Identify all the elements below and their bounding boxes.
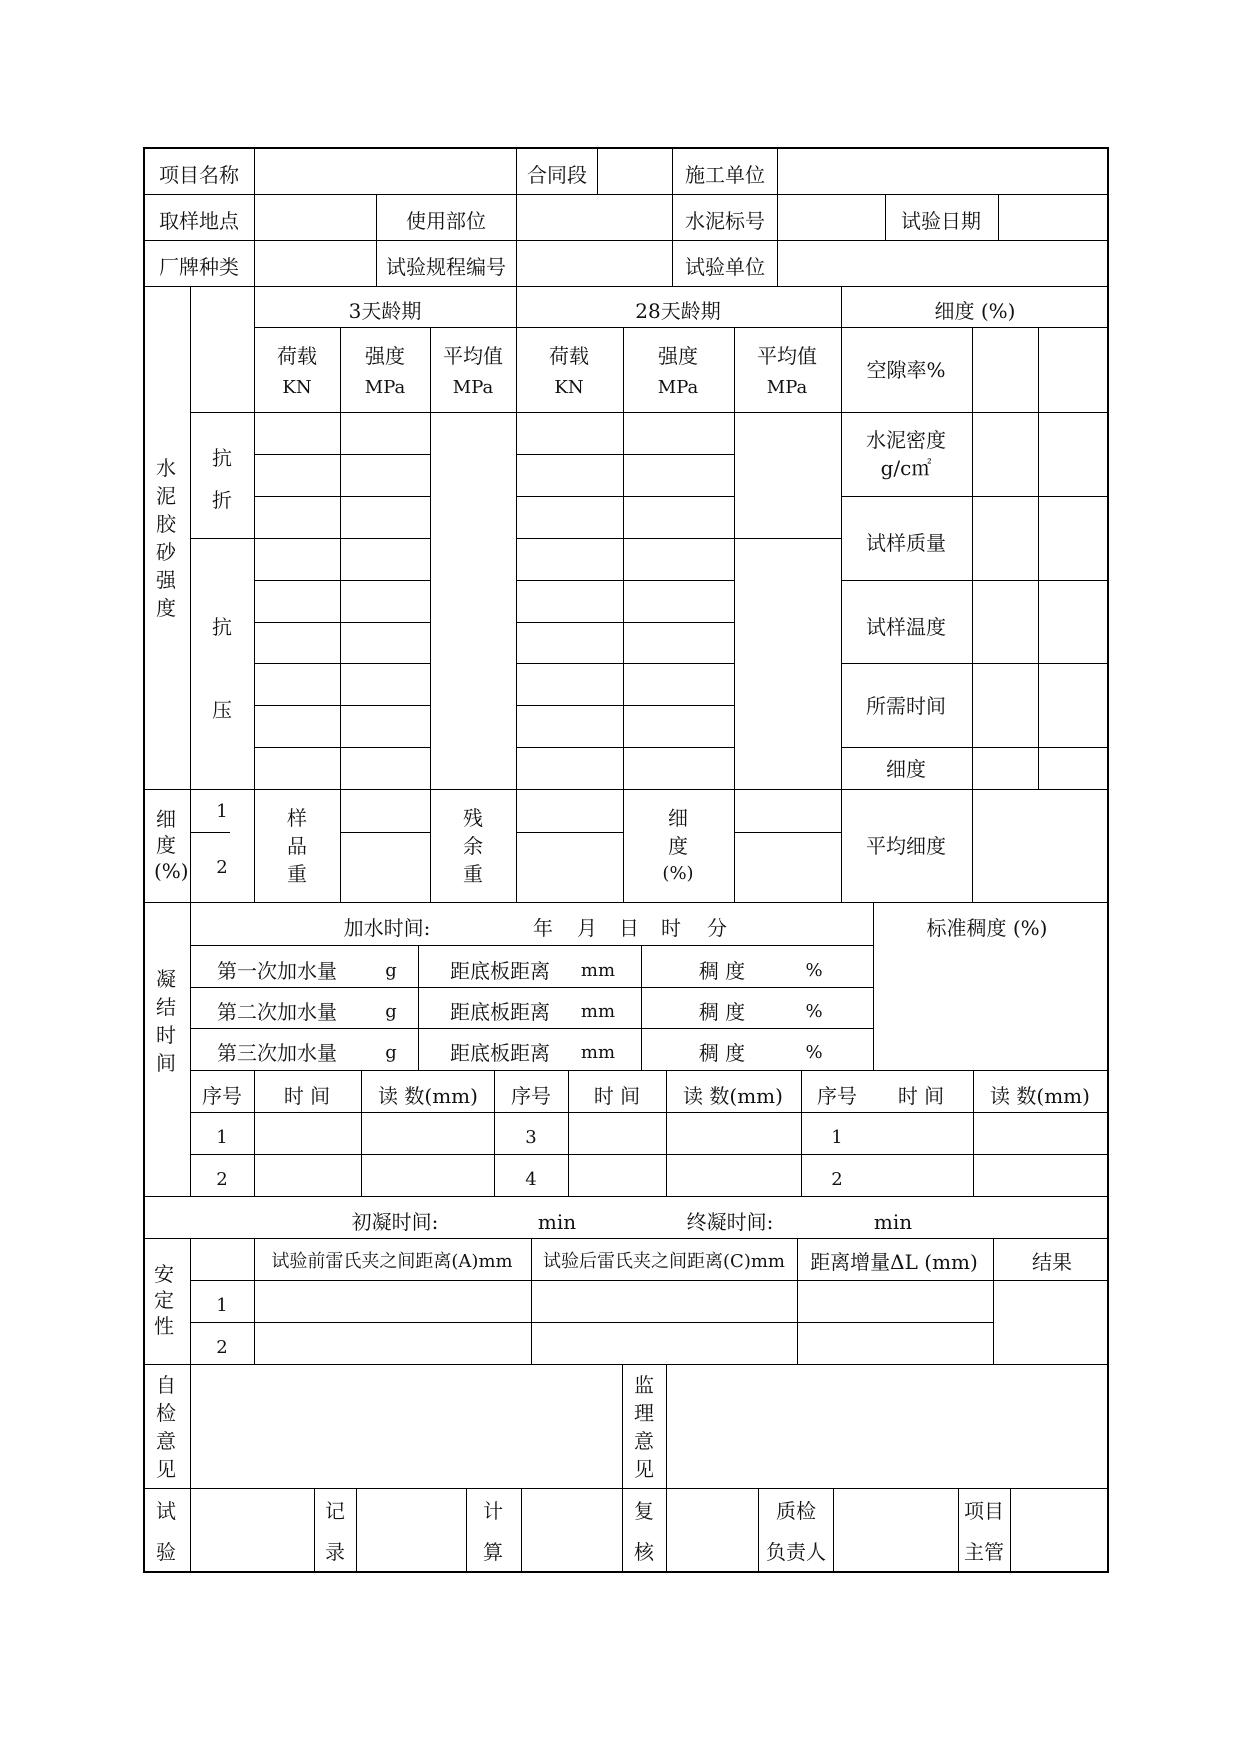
average-fineness-label: 平均细度 [866,834,946,858]
plate-distance-2-label: 距底板距离 [450,1000,550,1024]
cement-grade-label: 水泥标号 [685,209,765,233]
manager-label-2: 主管 [964,1540,1004,1564]
hour-label: 时 [661,916,681,940]
grid-line [516,580,734,581]
consistency-2-unit: % [805,1001,823,1022]
grid-line [516,789,517,902]
time-header-3: 时 间 [897,1084,945,1108]
grid-line [516,705,734,706]
grid-line [531,1238,532,1364]
grid-line [143,194,1109,195]
grid-line [143,1364,1109,1365]
grid-line [254,580,430,581]
reading-header-2: 读 数(mm) [683,1084,783,1108]
seq-header-1: 序号 [202,1084,242,1108]
grid-line [516,622,734,623]
col-strength-3d-unit: MPa [364,377,406,398]
grid-line [797,1238,798,1364]
tester-label-1: 试 [156,1499,176,1523]
grid-line [254,705,430,706]
time-header-1: 时 间 [283,1084,331,1108]
grid-line [356,1488,357,1573]
calculator-label-1: 计 [483,1499,503,1523]
consistency-2-label: 稠 度 [698,1000,746,1024]
qc-label-1: 质检 [776,1499,816,1523]
grid-line [516,286,517,789]
grid-line [340,832,430,833]
grid-line [885,194,886,240]
grid-line [973,1070,974,1196]
water-amount-3-label: 第三次加水量 [217,1041,337,1065]
compressive-label-2: 压 [212,698,232,722]
grid-line [623,327,624,789]
grid-line [972,789,973,902]
grid-line [254,622,430,623]
grid-line [190,987,873,988]
grid-line [672,147,673,287]
soundness-section-label: 安定性 [154,1262,174,1338]
sample-temperature-label: 试样温度 [866,615,946,639]
manager-label-1: 项目 [964,1499,1004,1523]
grid-line [190,1154,1109,1155]
sampling-location-label: 取样地点 [159,209,239,233]
reading-header-3: 读 数(mm) [990,1084,1090,1108]
grid-line [376,194,377,287]
grid-line [623,789,624,902]
age-3d-header: 3天龄期 [348,299,422,323]
initial-set-label: 初凝时间: [351,1210,439,1234]
test-unit-label: 试验单位 [685,255,765,279]
grid-line [418,945,419,1070]
plate-distance-1-label: 距底板距离 [450,959,550,983]
grid-line [516,147,517,194]
recorder-label-2: 录 [325,1540,345,1564]
grid-line [143,286,1109,287]
seq-value: 2 [216,1169,228,1190]
grid-line [254,747,430,748]
grid-line [841,747,1109,748]
seq-value: 1 [831,1127,843,1148]
grid-line [734,832,841,833]
grid-line [430,789,431,902]
grid-line [841,580,1109,581]
standard-consistency-label: 标准稠度 (%) [926,916,1048,940]
grid-line [143,1488,1109,1489]
grid-line [190,1112,1109,1113]
tester-label-2: 验 [156,1540,176,1564]
seq-value: 4 [525,1169,537,1190]
test-spec-no-label: 试验规程编号 [386,255,506,279]
consistency-3-label: 稠 度 [698,1041,746,1065]
soundness-row-2: 2 [216,1337,228,1358]
setting-section-label: 凝结时间 [156,967,176,1075]
grid-line [190,1280,1109,1281]
time-header-2: 时 间 [593,1084,641,1108]
grid-line [1038,327,1039,789]
grid-line [833,1488,834,1573]
qc-label-2: 负责人 [766,1540,826,1564]
grid-line [143,240,1109,241]
col-average-3d-unit: MPa [452,377,494,398]
col-load-3d-unit: KN [282,377,312,398]
grid-line [190,832,230,833]
grid-line [841,789,842,902]
grid-line [254,789,255,902]
usage-part-label: 使用部位 [406,209,486,233]
grid-line [190,1488,191,1573]
grid-line [516,496,734,497]
col-average-28d: 平均值 [757,344,817,368]
seq-value: 1 [216,1127,228,1148]
fineness-section-label: 细度(%) [154,807,189,883]
grid-line [516,538,841,539]
grid-line [254,454,430,455]
grid-line [734,327,735,789]
reading-header-1: 读 数(mm) [378,1084,478,1108]
grid-line [516,832,623,833]
grid-line [516,747,734,748]
col-load-28d: 荷载 [549,344,589,368]
test-date-label: 试验日期 [901,209,981,233]
seq-header-3: 序号 [817,1084,857,1108]
grid-line [777,147,778,287]
grid-line [254,327,1109,328]
grid-line [254,147,255,287]
recorder-label-1: 记 [325,1499,345,1523]
grid-line [622,1364,623,1488]
grid-line [254,1238,255,1364]
cement-density-label: 水泥密度g/c㎡ [866,428,946,480]
water-amount-1-unit: g [385,960,397,981]
porosity-label: 空隙率% [866,358,946,382]
water-amount-2-unit: g [385,1001,397,1022]
grid-line [314,1488,315,1573]
grid-line [190,1238,191,1364]
soundness-col-result: 结果 [1032,1250,1072,1274]
construction-unit-label: 施工单位 [685,163,765,187]
grid-line [666,1488,667,1573]
minute-label: 分 [707,916,727,940]
grid-line [254,663,430,664]
col-strength-3d: 强度 [365,344,405,368]
fineness-row-1: 1 [216,801,228,822]
self-check-opinion-label: 自检意见 [156,1373,176,1481]
grid-line [190,945,873,946]
fineness-col-unit: (%) [662,863,694,884]
grid-line [597,147,598,194]
soundness-col-a: 试验前雷氏夹之间距离(A)mm [271,1251,513,1272]
grid-line [190,789,191,902]
soundness-col-c: 试验后雷氏夹之间距离(C)mm [543,1251,785,1272]
water-amount-1-label: 第一次加水量 [217,959,337,983]
grid-line [143,902,1109,903]
grid-line [958,1488,959,1573]
consistency-3-unit: % [805,1042,823,1063]
consistency-1-unit: % [805,960,823,981]
sample-mass-label: 试样质量 [866,531,946,555]
month-label: 月 [577,916,597,940]
grid-line [622,1488,623,1573]
grid-line [143,1196,1109,1197]
contract-section-label: 合同段 [527,163,587,187]
col-strength-28d: 强度 [658,344,698,368]
col-load-28d-unit: KN [554,377,584,398]
compressive-label-1: 抗 [212,615,232,639]
final-set-label: 终凝时间: [686,1210,774,1234]
sample-weight-label: 样品重 [287,806,307,886]
water-time-label: 加水时间: [343,916,431,940]
year-label: 年 [533,916,553,940]
grid-line [516,194,517,287]
grid-line [143,789,1109,790]
grid-line [340,789,341,902]
grid-line [516,454,734,455]
seq-value: 3 [525,1127,537,1148]
fineness-header: 细度 (%) [934,299,1016,323]
age-28d-header: 28天龄期 [635,299,721,323]
brand-type-label: 厂牌种类 [159,255,239,279]
grid-line [998,194,999,240]
supervision-opinion-label: 监理意见 [634,1373,654,1481]
fineness-row-label: 细度 [886,757,926,781]
final-set-unit: min [873,1210,913,1234]
grid-line [190,1028,873,1029]
required-time-label: 所需时间 [866,694,946,718]
fineness-col-label: 细度 [668,806,688,858]
grid-line [190,1364,191,1488]
grid-line [254,286,255,789]
grid-line [972,327,973,789]
grid-line [734,789,735,902]
residue-weight-label: 残余重 [463,806,483,886]
grid-line [801,1070,802,1196]
col-load-3d: 荷载 [277,344,317,368]
col-average-28d-unit: MPa [766,377,808,398]
water-amount-2-label: 第二次加水量 [217,1000,337,1024]
flexural-label-1: 抗 [212,446,232,470]
grid-line [430,327,431,789]
grid-line [466,1488,467,1573]
seq-value: 2 [831,1169,843,1190]
plate-distance-3-label: 距底板距离 [450,1041,550,1065]
grid-line [521,1488,522,1573]
grid-line [841,286,842,789]
grid-line [190,538,430,539]
col-strength-28d-unit: MPa [657,377,699,398]
grid-line [758,1488,759,1573]
reviewer-label-2: 核 [634,1540,654,1564]
grid-line [841,496,1109,497]
grid-line [666,1070,667,1196]
grid-line [143,1238,1109,1239]
plate-distance-3-unit: mm [580,1042,616,1063]
col-average-3d: 平均值 [443,344,503,368]
water-amount-3-unit: g [385,1042,397,1063]
grid-line [190,286,191,789]
flexural-label-2: 折 [212,488,232,512]
strength-section-label: 水泥胶砂强度 [156,456,176,620]
grid-line [190,1322,993,1323]
grid-line [494,1070,495,1196]
plate-distance-1-unit: mm [580,960,616,981]
grid-line [516,663,734,664]
seq-header-2: 序号 [511,1084,551,1108]
soundness-col-delta: 距离增量ΔL (mm) [810,1250,978,1274]
grid-line [254,1070,255,1196]
reviewer-label-1: 复 [634,1499,654,1523]
day-label: 日 [619,916,639,940]
grid-line [254,496,430,497]
soundness-row-1: 1 [216,1295,228,1316]
initial-set-unit: min [537,1210,577,1234]
consistency-1-label: 稠 度 [698,959,746,983]
calculator-label-2: 算 [483,1540,503,1564]
grid-line [641,945,642,1070]
fineness-row-2: 2 [216,857,228,878]
project-name-label: 项目名称 [159,163,239,187]
grid-line [666,1364,667,1488]
grid-line [1010,1488,1011,1573]
grid-line [841,663,1109,664]
grid-line [993,1238,994,1364]
grid-line [361,1070,362,1196]
plate-distance-2-unit: mm [580,1001,616,1022]
grid-line [190,1070,1109,1071]
grid-line [568,1070,569,1196]
grid-line [190,902,191,1196]
grid-line [340,327,341,789]
grid-line [873,902,874,1070]
